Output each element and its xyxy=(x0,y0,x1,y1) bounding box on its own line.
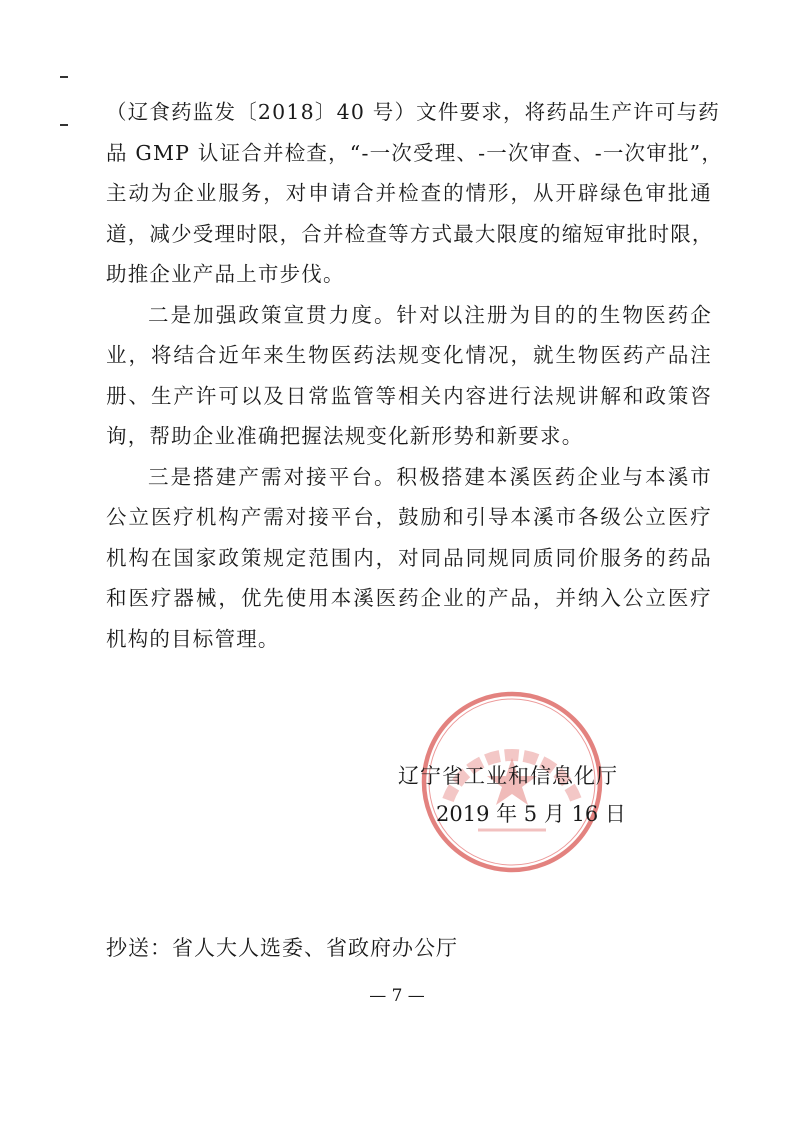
paragraph-line: 和医疗器械，优先使用本溪医药企业的产品，并纳入公立医疗 xyxy=(106,586,712,610)
paragraph-line: 道，减少受理时限，合并检查等方式最大限度的缩短审批时限， xyxy=(106,221,714,246)
paragraph-line: 品 GMP 认证合并检查，“-一次受理、-一次审查、-一次审批”， xyxy=(106,140,724,165)
binding-mark xyxy=(60,76,68,78)
paragraph-line: 助推企业产品上市步伐。 xyxy=(106,262,345,286)
cc-line: 抄送：省人大人选委、省政府办公厅 xyxy=(106,936,458,960)
page-number: — 7 — xyxy=(369,986,425,1006)
paragraph-line: 询，帮助企业准确把握法规变化新形势和新要求。 xyxy=(106,424,584,448)
paragraph-line: 公立医疗机构产需对接平台，鼓励和引导本溪市各级公立医疗 xyxy=(106,505,712,529)
issuing-organization: 辽宁省工业和信息化厅 xyxy=(398,764,618,788)
paragraph-line: 业，将结合近年来生物医药法规变化情况，就生物医药产品注 xyxy=(106,343,712,367)
paragraph-line: 主动为企业服务，对申请合并检查的情形，从开辟绿色审批通 xyxy=(106,181,712,205)
document-body xyxy=(106,92,724,659)
issue-date: 2019 年 5 月 16 日 xyxy=(436,802,626,826)
paragraph-line: 机构在国家政策规定范围内，对同品同规同质同价服务的药品 xyxy=(106,545,712,570)
paragraph-line: 三是搭建产需对接平台。积极搭建本溪医药企业与本溪市 xyxy=(148,464,712,489)
paragraph-line: 二是加强政策宣贯力度。针对以注册为目的的生物医药企 xyxy=(148,302,712,327)
paragraph-line: （辽食药监发〔2018〕40 号）文件要求，将药品生产许可与药 xyxy=(106,100,720,124)
binding-mark xyxy=(60,124,68,126)
paragraph-line: 机构的目标管理。 xyxy=(106,626,280,651)
paragraph-line: 册、生产许可以及日常监管等相关内容进行法规讲解和政策咨 xyxy=(106,383,712,408)
